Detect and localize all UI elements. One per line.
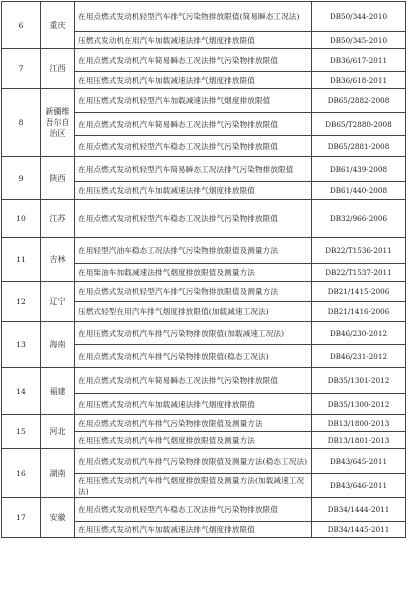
table-row (2, 282, 406, 302)
standard-code: DB61/440-2008 (312, 182, 406, 200)
standard-name: 压燃式轻型在用汽车排气烟度排放限值(加载减速工况法) (75, 302, 312, 322)
standard-code: DB65/2882-2008 (312, 89, 406, 113)
standard-code: DB34/1445-2011 (312, 522, 406, 538)
standard-code: DB35/1301-2012 (312, 368, 406, 394)
region-name: 重庆 (41, 2, 75, 49)
table-row (2, 368, 406, 394)
standard-name: 压燃式发动机在用汽车加载减速法排气烟度排放限值 (75, 32, 312, 49)
standard-name: 在用压燃式发动机轻型汽车加载减速法排气烟度排放限值 (75, 89, 312, 113)
region-name: 江苏 (41, 200, 75, 238)
standard-name: 在用柴油车加载减速法排气烟度排放限值及测量方法 (75, 264, 312, 282)
standard-code: DB46/231-2012 (312, 345, 406, 368)
standard-name: 在用点燃式发动机轻型汽车稳态工况法排气污染物排放限值 (75, 136, 312, 157)
standard-code: DB46/230-2012 (312, 322, 406, 345)
standard-name: 在用点燃式发动机汽车排气污染物排放限值及测量方法 (75, 415, 312, 432)
row-number: 13 (2, 322, 41, 368)
region-name: 海南 (41, 322, 75, 368)
standard-name: 在用压燃式发动机汽车加载减速法排气烟度排放限值 (75, 522, 312, 538)
standard-code: DB13/1800-2013 (312, 415, 406, 432)
standard-name: 在用点燃式发动机汽车排气污染物排放限值及测量方法(稳态工况法) (75, 449, 312, 474)
standard-code: DB36/617-2011 (312, 49, 406, 72)
standard-name: 在用点燃式发动机汽车简易瞬态工况法排气污染物排放限值 (75, 49, 312, 72)
region-name: 安徽 (41, 498, 75, 538)
standard-name: 在用压燃式发动机汽车排气烟度排放限值及测量方法(加载减速工况法) (75, 474, 312, 498)
standards-table (1, 1, 406, 538)
standard-code: DB35/1300-2012 (312, 394, 406, 415)
standard-name: 在用压燃式发动机汽车加载减速法排气烟度排放限值 (75, 394, 312, 415)
row-number: 7 (2, 49, 41, 89)
region-name: 新疆维吾尔自治区 (41, 89, 75, 157)
region-name: 辽宁 (41, 282, 75, 322)
standard-code: DB36/618-2011 (312, 72, 406, 89)
standard-code: DB22/T1537-2011 (312, 264, 406, 282)
standard-name: 在用压燃式发动机汽车加载减速法排气烟度排放限值 (75, 182, 312, 200)
standard-name: 在用点燃式发动机汽车排气污染物排放限值(稳态工况法) (75, 345, 312, 368)
standard-name: 在用轻型汽油车稳态工况法排气污染物排放限值及测量方法 (75, 238, 312, 264)
standards-table-body (2, 2, 406, 538)
row-number: 14 (2, 368, 41, 415)
region-name: 吉林 (41, 238, 75, 282)
standard-code: DB13/1801-2013 (312, 432, 406, 449)
standard-code: DB32/966-2006 (312, 200, 406, 238)
standard-code: DB65/2881-2008 (312, 136, 406, 157)
row-number: 10 (2, 200, 41, 238)
standard-name: 在用点燃式发动机轻型汽车稳态工况法排气污染物排放限值 (75, 498, 312, 522)
table-row (2, 322, 406, 345)
table-row (2, 200, 406, 238)
row-number: 15 (2, 415, 41, 449)
standard-name: 在用点燃式发动机汽车简易瞬态工况法排气污染物排放限值 (75, 113, 312, 136)
row-number: 11 (2, 238, 41, 282)
row-number: 17 (2, 498, 41, 538)
row-number: 9 (2, 157, 41, 200)
row-number: 6 (2, 2, 41, 49)
standard-code: DB43/645-2011 (312, 449, 406, 474)
region-name: 福建 (41, 368, 75, 415)
standard-code: DB65/T2880-2008 (312, 113, 406, 136)
standard-name: 在用点燃式发动机轻型汽车排气污染物排放限值及测量方法 (75, 282, 312, 302)
standard-name: 在用压燃式发动机汽车排气烟度排放限值及测量方法 (75, 432, 312, 449)
standard-name: 在用点燃式发动机汽车简易瞬态工况法排气污染物排放限值 (75, 368, 312, 394)
standard-name: 在用压燃式发动机汽车加载减速法排气烟度排放限值 (75, 72, 312, 89)
standard-name: 在用点燃式发动机轻型汽车稳态工况法排气污染物排放限值 (75, 200, 312, 238)
standard-code: DB21/1415-2006 (312, 282, 406, 302)
standard-name: 在用点燃式发动机轻型汽车简易瞬态工况法排气污染物排放限值 (75, 157, 312, 182)
standard-code: DB21/1416-2006 (312, 302, 406, 322)
table-row (2, 238, 406, 264)
row-number: 16 (2, 449, 41, 498)
table-row (2, 49, 406, 72)
region-name: 河北 (41, 415, 75, 449)
table-row (2, 89, 406, 113)
table-row (2, 498, 406, 522)
standard-code: DB22/T1536-2011 (312, 238, 406, 264)
standard-code: DB61/439-2008 (312, 157, 406, 182)
standard-code: DB43/646-2011 (312, 474, 406, 498)
region-name: 湖南 (41, 449, 75, 498)
region-name: 陕西 (41, 157, 75, 200)
row-number: 12 (2, 282, 41, 322)
standard-code: DB50/344-2010 (312, 2, 406, 32)
standard-code: DB34/1444-2011 (312, 498, 406, 522)
region-name: 江西 (41, 49, 75, 89)
table-row (2, 449, 406, 474)
standard-name: 在用点燃式发动机轻型汽车排气污染物排放限值(简易瞬态工况法) (75, 2, 312, 32)
row-number: 8 (2, 89, 41, 157)
table-row (2, 157, 406, 182)
standard-name: 在用压燃式发动机汽车排气污染物排放限值(加载减速工况法) (75, 322, 312, 345)
table-row (2, 2, 406, 32)
standard-code: DB50/345-2010 (312, 32, 406, 49)
table-row (2, 415, 406, 432)
